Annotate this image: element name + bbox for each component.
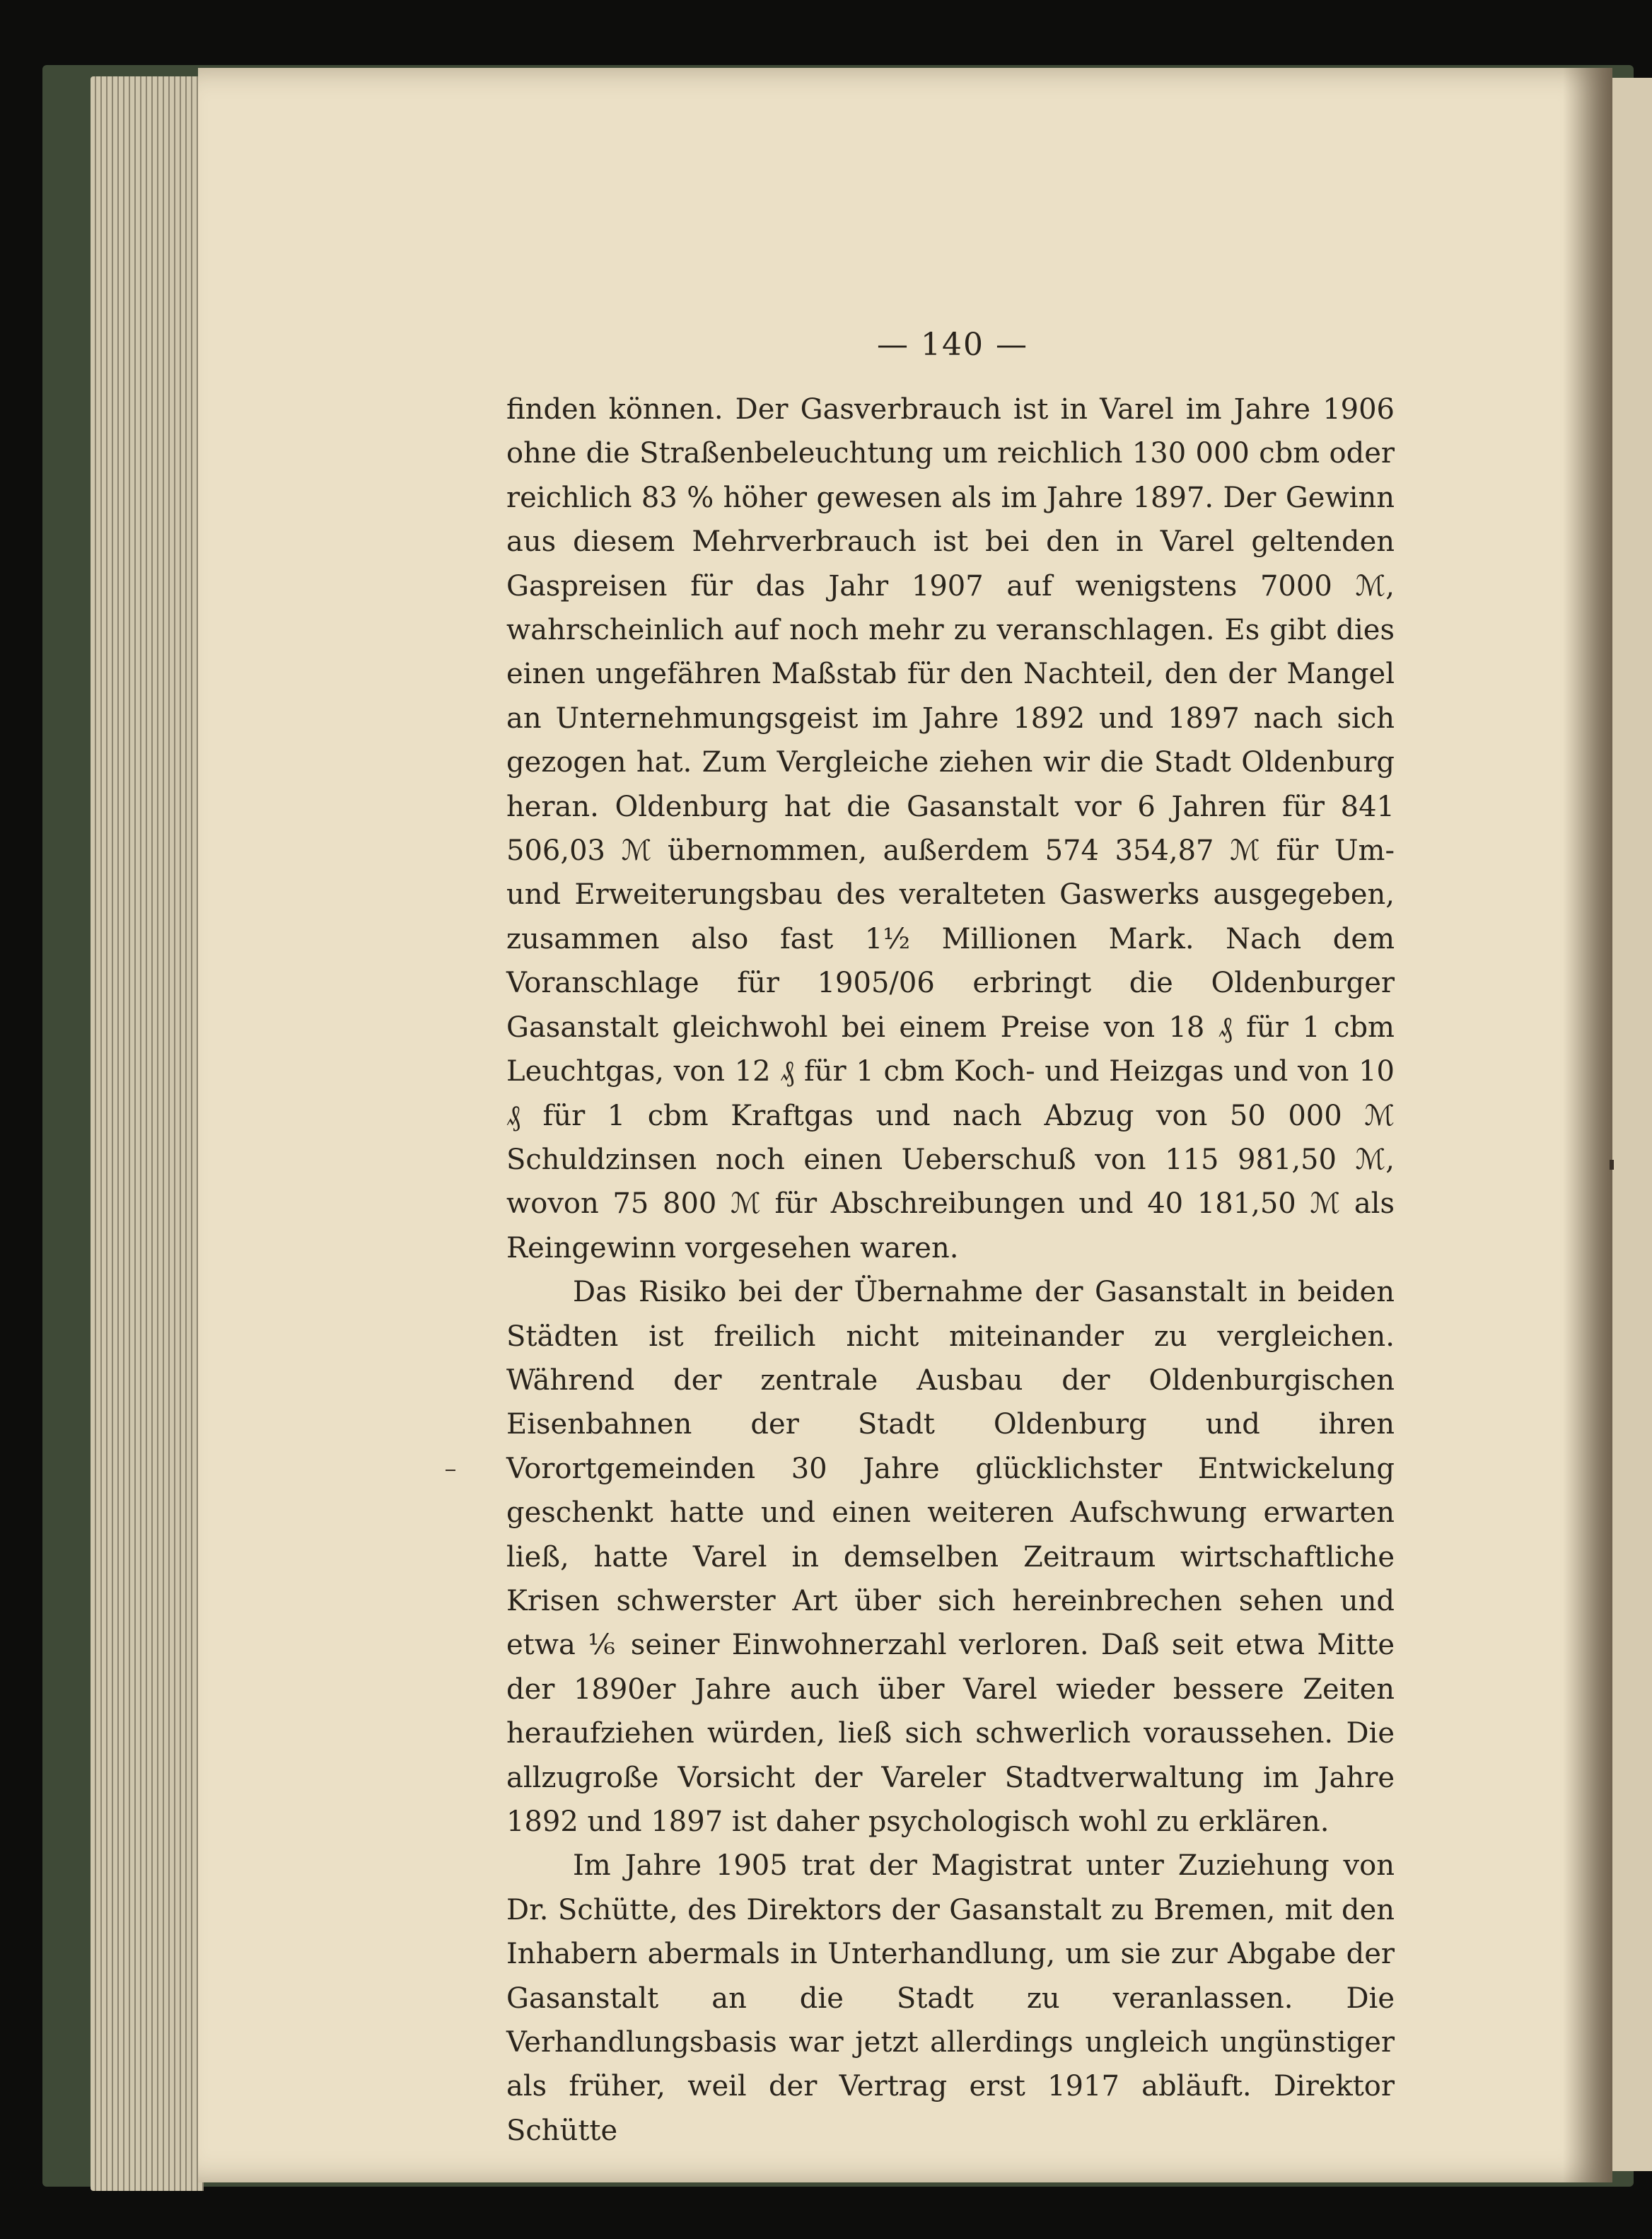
gutter-shadow	[1563, 68, 1612, 2182]
margin-dot	[1610, 1160, 1614, 1170]
facing-page-edge	[1612, 78, 1652, 2171]
paragraph: finden können. Der Gasverbrauch ist in Varel im Jahre 1906 ohne die Straßenbeleuchtung um reichlich 130 000 cbm oder reichlich 83 % höher gewesen als im Jahre 1897. Der Gewinn aus diesem Mehrverbrauch ist bei den in Varel geltenden Gaspreisen für das Jahr 1907 auf wenigstens 7000 ℳ, wahrscheinlich auf noch mehr zu veranschlagen. Es gibt dies einen ungefähren Maßstab für den Nachteil, den der Mangel an Unternehmungsgeist im Jahre 1892 und 1897 nach sich gezogen hat. Zum Vergleiche ziehen wir die Stadt Oldenburg heran. Oldenburg hat die Gasanstalt vor 6 Jahren für 841 506,03 ℳ übernommen, außerdem 574 354,87 ℳ für Um- und Erweiterungsbau des veralteten Gaswerks ausgegeben, zusammen also fast 1½ Millionen Mark. Nach dem Voranschlage für 1905/06 erbringt die Oldenburger Gasanstalt gleichwohl bei einem Preise von 18 ₰ für 1 cbm Leuchtgas, von 12 ₰ für 1 cbm Koch- und Heizgas und von 10 ₰ für 1 cbm Kraftgas und nach Abzug von 50 000 ℳ Schuldzinsen noch einen Ueberschuß von 115 981,50 ℳ, wovon 75 800 ℳ für Abschreibungen und 40 181,50 ℳ als Reingewinn vorgesehen waren.	[506, 393, 1395, 1264]
paragraph: Das Risiko bei der Übernahme der Gasanstalt in beiden Städten ist freilich nicht miteinander zu vergleichen. Während der zentrale Ausbau der Oldenburgischen Eisenbahnen der Stadt Oldenburg und ihren Vorortgemeinden 30 Jahre glücklichster Entwickelung geschenkt hatte und einen weiteren Aufschwung erwarten ließ, hatte Varel in demselben Zeitraum wirtschaftliche Krisen schwerster Art über sich hereinbrechen sehen und etwa ⅙ seiner Einwohnerzahl verloren. Daß seit etwa Mitte der 1890er Jahre auch über Varel wieder bessere Zeiten heraufziehen würden, ließ sich schwerlich voraussehen. Die allzugroße Vorsicht der Vareler Stadtverwaltung im Jahre 1892 und 1897 ist daher psychologisch wohl zu erklären.	[506, 1276, 1395, 1838]
page-number: — 140 —	[877, 327, 1028, 363]
page-edges	[91, 76, 204, 2191]
paragraph: Im Jahre 1905 trat der Magistrat unter Zuziehung von Dr. Schütte, des Direktors der Gasanstalt zu Bremen, mit den Inhabern abermals in Unterhandlung, um sie zur Abgabe der Gasanstalt an die Stadt zu veranlassen. Die Verhandlungsbasis war jetzt allerdings ungleich ungünstiger als früher, weil der Vertrag erst 1917 abläuft. Direktor Schütte	[506, 1849, 1395, 2147]
margin-dash	[446, 1470, 455, 1471]
body-text	[506, 388, 1395, 2153]
